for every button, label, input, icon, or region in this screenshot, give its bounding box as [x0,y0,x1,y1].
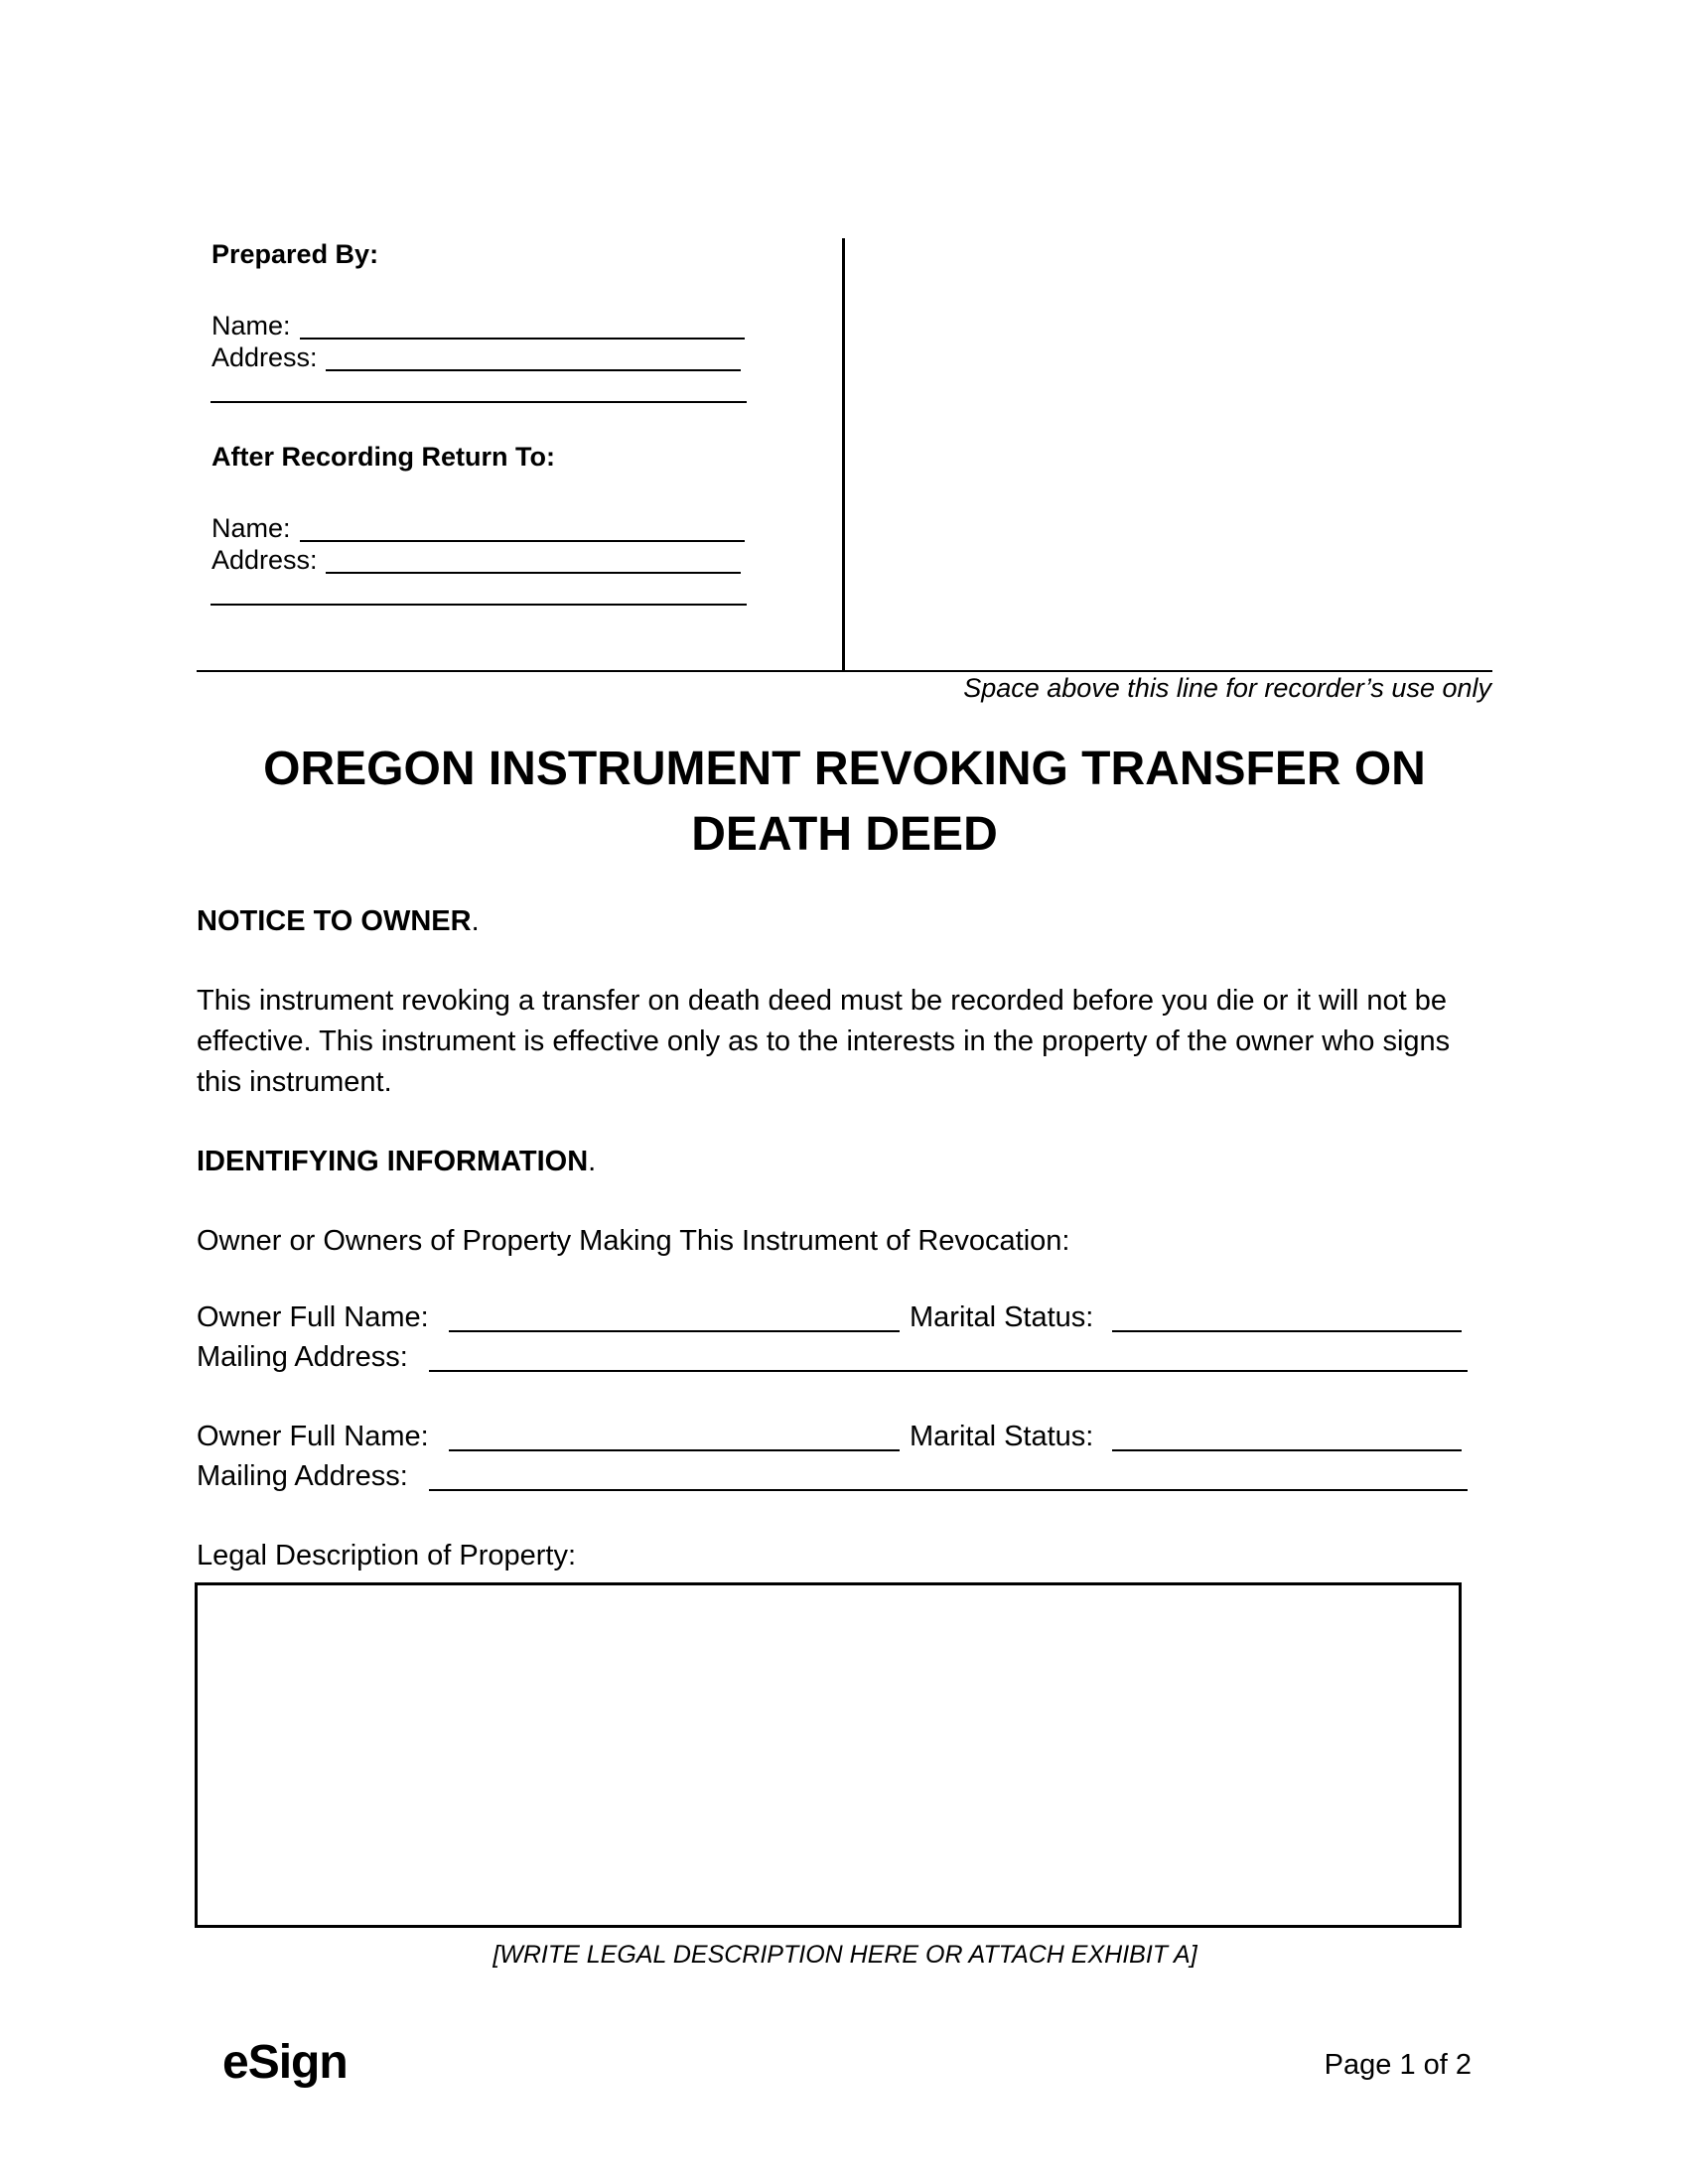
legal-description-box[interactable] [195,1582,1462,1928]
return-to-address-label: Address: [211,545,318,575]
prepared-by-address-field[interactable] [326,369,741,371]
return-to-heading: After Recording Return To: [211,442,555,472]
return-to-address-field[interactable] [326,572,741,574]
prepared-by-address-line-2[interactable] [211,401,747,403]
esign-logo: eSign [222,2036,348,2089]
notice-heading-line [197,901,1497,942]
prepared-by-heading: Prepared By: [211,239,379,269]
identifying-heading-period: . [588,1146,597,1177]
owner-1-mailing-address-field[interactable] [429,1370,1468,1372]
document-title: OREGON INSTRUMENT REVOKING TRANSFER ON DEATH DEED [263,743,1426,861]
notice-heading: NOTICE TO OWNER [197,905,472,937]
owner-2-full-name-field[interactable] [449,1449,900,1451]
legal-description-label: Legal Description of Property: [197,1540,577,1571]
notice-heading-period: . [471,905,480,937]
recorder-note: Space above this line for recorder’s use only [963,673,1491,703]
prepared-by-address-label: Address: [211,342,318,372]
owner-2-mailing-address-label: Mailing Address: [197,1460,408,1492]
owner-1-full-name-label: Owner Full Name: [197,1301,429,1333]
recorder-area-divider [842,238,845,670]
prepared-by-name-field[interactable] [300,338,745,340]
notice-text: This instrument revoking a transfer on death deed must be recorded before you die or it will not be effective. This instrument is effective only as to the interests in the property of the owner who signs this instrument. [197,985,1451,1098]
prepared-by-name-label: Name: [211,311,291,341]
owner-1-mailing-address-label: Mailing Address: [197,1341,408,1373]
identifying-heading-line [197,1142,1497,1182]
return-to-name-field[interactable] [300,540,745,542]
owner-1-marital-status-label: Marital Status: [910,1301,1094,1333]
owner-2-marital-status-field[interactable] [1112,1449,1462,1451]
owner-1-marital-status-field[interactable] [1112,1330,1462,1332]
legal-description-caption: [WRITE LEGAL DESCRIPTION HERE OR ATTACH EXHIBIT A] [492,1941,1197,1969]
identifying-heading: IDENTIFYING INFORMATION [197,1146,589,1177]
recorder-area-bottom-line [197,670,1492,672]
owner-2-full-name-label: Owner Full Name: [197,1421,429,1452]
return-to-address-line-2[interactable] [211,604,747,606]
owner-1-full-name-field[interactable] [449,1330,900,1332]
owner-2-marital-status-label: Marital Status: [910,1421,1094,1452]
return-to-name-label: Name: [211,513,291,543]
owners-intro: Owner or Owners of Property Making This Instrument of Revocation: [197,1225,1070,1257]
page-number: Page 1 of 2 [1324,2049,1472,2081]
owner-2-mailing-address-field[interactable] [429,1489,1468,1491]
